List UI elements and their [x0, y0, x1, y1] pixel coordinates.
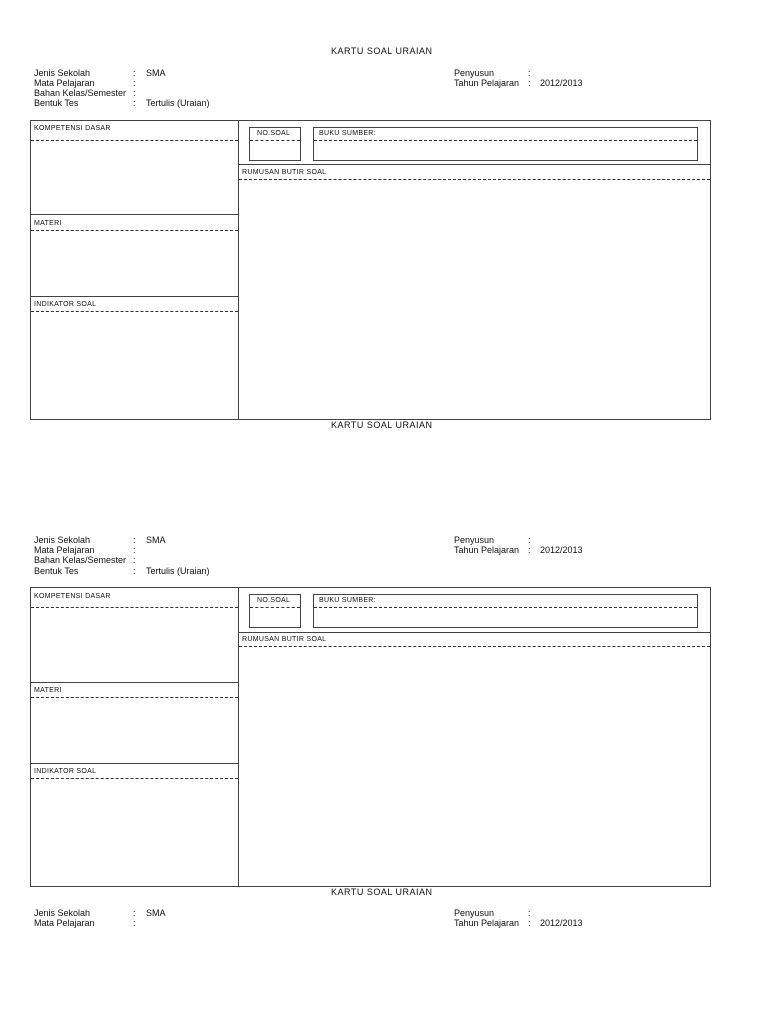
penyusun-label: Penyusun: [454, 68, 495, 78]
indikator-soal-heading: INDIKATOR SOAL: [34, 768, 97, 775]
tahun-pelajaran-value: 2012/2013: [540, 545, 583, 555]
dashed-rule: [31, 230, 238, 231]
materi-heading: MATERI: [34, 220, 62, 227]
kompetensi-dasar-heading: KOMPETENSI DASAR: [34, 593, 111, 600]
card-title: KARTU SOAL URAIAN: [331, 46, 433, 56]
colon: :: [133, 918, 136, 928]
jenis-sekolah-label: Jenis Sekolah: [34, 68, 91, 78]
dashed-rule: [31, 311, 238, 312]
colon: :: [133, 535, 136, 545]
section-divider: [238, 164, 711, 165]
card-title: KARTU SOAL URAIAN: [331, 420, 433, 430]
colon: :: [133, 88, 136, 98]
dashed-rule: [31, 778, 238, 779]
jenis-sekolah-label: Jenis Sekolah: [34, 535, 91, 545]
penyusun-label: Penyusun: [454, 535, 495, 545]
colon: :: [133, 68, 136, 78]
section-divider: [31, 682, 238, 683]
colon: :: [528, 535, 531, 545]
no-soal-label: NO.SOAL: [257, 597, 291, 604]
jenis-sekolah-value: SMA: [146, 535, 166, 545]
mata-pelajaran-label: Mata Pelajaran: [34, 78, 95, 88]
colon: :: [133, 555, 136, 565]
column-divider: [238, 120, 239, 420]
jenis-sekolah-value: SMA: [146, 908, 166, 918]
penyusun-label: Penyusun: [454, 908, 495, 918]
colon: :: [133, 566, 136, 576]
tahun-pelajaran-label: Tahun Pelajaran: [454, 78, 520, 88]
colon: :: [133, 908, 136, 918]
colon: :: [133, 98, 136, 108]
bentuk-tes-label: Bentuk Tes: [34, 566, 79, 576]
colon: :: [133, 545, 136, 555]
dashed-rule: [250, 140, 300, 141]
section-divider: [31, 763, 238, 764]
dashed-rule: [31, 607, 238, 608]
colon: :: [528, 545, 531, 555]
buku-sumber-label: BUKU SUMBER:: [319, 597, 376, 604]
rumusan-butir-soal-heading: RUMUSAN BUTIR SOAL: [242, 636, 327, 643]
materi-heading: MATERI: [34, 687, 62, 694]
dashed-rule: [314, 607, 697, 608]
colon: :: [528, 918, 531, 928]
section-divider: [31, 296, 238, 297]
card-title: KARTU SOAL URAIAN: [331, 887, 433, 897]
bahan-kelas-semester-label: Bahan Kelas/Semester: [34, 88, 127, 98]
tahun-pelajaran-value: 2012/2013: [540, 918, 583, 928]
indikator-soal-heading: INDIKATOR SOAL: [34, 301, 97, 308]
jenis-sekolah-value: SMA: [146, 68, 166, 78]
bentuk-tes-value: Tertulis (Uraian): [146, 98, 210, 108]
dashed-rule: [239, 646, 710, 647]
colon: :: [528, 78, 531, 88]
bentuk-tes-value: Tertulis (Uraian): [146, 566, 210, 576]
colon: :: [133, 78, 136, 88]
card-frame: [30, 120, 711, 420]
colon: :: [528, 908, 531, 918]
buku-sumber-label: BUKU SUMBER:: [319, 130, 376, 137]
mata-pelajaran-label: Mata Pelajaran: [34, 545, 95, 555]
no-soal-label: NO.SOAL: [257, 130, 291, 137]
mata-pelajaran-label: Mata Pelajaran: [34, 918, 95, 928]
bahan-kelas-semester-label: Bahan Kelas/Semester: [34, 555, 127, 565]
dashed-rule: [314, 140, 697, 141]
section-divider: [31, 214, 238, 215]
tahun-pelajaran-label: Tahun Pelajaran: [454, 918, 520, 928]
dashed-rule: [31, 140, 238, 141]
jenis-sekolah-label: Jenis Sekolah: [34, 908, 91, 918]
section-divider: [238, 632, 711, 633]
rumusan-butir-soal-heading: RUMUSAN BUTIR SOAL: [242, 169, 327, 176]
tahun-pelajaran-value: 2012/2013: [540, 78, 583, 88]
colon: :: [528, 68, 531, 78]
bentuk-tes-label: Bentuk Tes: [34, 98, 79, 108]
dashed-rule: [31, 697, 238, 698]
tahun-pelajaran-label: Tahun Pelajaran: [454, 545, 520, 555]
dashed-rule: [239, 179, 710, 180]
kompetensi-dasar-heading: KOMPETENSI DASAR: [34, 125, 111, 132]
dashed-rule: [250, 607, 300, 608]
